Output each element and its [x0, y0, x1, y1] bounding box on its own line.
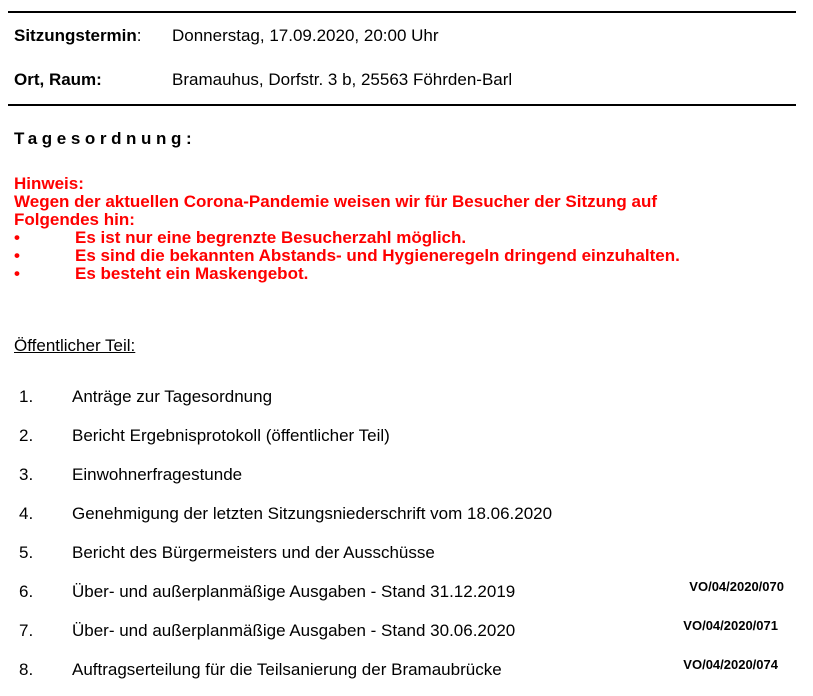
notice-bullet-item — [14, 265, 794, 283]
meeting-date-label: Sitzungstermin: — [14, 26, 142, 45]
notice-bullet-text: Es sind die bekannten Abstands- und Hygieneregeln dringend einzuhalten. — [75, 246, 680, 265]
meeting-date-value: Donnerstag, 17.09.2020, 20:00 Uhr — [172, 26, 439, 45]
meeting-place-label: Ort, Raum: — [14, 70, 102, 89]
agenda-item-title: Anträge zur Tagesordnung — [72, 387, 273, 406]
notice-bullet-item — [14, 229, 794, 247]
meeting-place-value: Bramauhus, Dorfstr. 3 b, 25563 Föhrden-Barl — [172, 70, 513, 89]
agenda-item-title: Genehmigung der letzten Sitzungsniederschrift vom 18.06.2020 — [72, 504, 553, 523]
agenda-item-reference: VO/04/2020/074 — [683, 657, 778, 672]
corona-notice — [14, 175, 794, 283]
notice-text-line-2: Folgendes hin: — [14, 210, 135, 229]
agenda-item — [0, 540, 813, 579]
notice-bullet-text: Es ist nur eine begrenzte Besucherzahl möglich. — [75, 228, 467, 247]
top-divider — [8, 11, 796, 13]
notice-bullet-item — [14, 247, 794, 265]
agenda-list — [0, 384, 813, 696]
agenda-item-reference: VO/04/2020/071 — [683, 618, 778, 633]
agenda-item — [0, 657, 813, 696]
agenda-item-title: Über- und außerplanmäßige Ausgaben - Stand 30.06.2020 — [72, 621, 516, 640]
agenda-item-number: 6. — [19, 582, 34, 601]
agenda-item-title: Bericht des Bürgermeisters und der Ausschüsse — [72, 543, 435, 562]
agenda-item — [0, 501, 813, 540]
bullet-icon: • — [14, 228, 20, 247]
agenda-item-number: 8. — [19, 660, 34, 679]
agenda-item-title: Einwohnerfragestunde — [72, 465, 243, 484]
agenda-item-number: 7. — [19, 621, 34, 640]
notice-text-line-1: Wegen der aktuellen Corona-Pandemie weisen wir für Besucher der Sitzung auf — [14, 192, 657, 211]
agenda-heading: Tagesordnung: — [14, 129, 197, 148]
agenda-item — [0, 384, 813, 423]
agenda-item-title: Über- und außerplanmäßige Ausgaben - Stand 31.12.2019 — [72, 582, 516, 601]
bullet-icon: • — [14, 264, 20, 283]
notice-bullet-text: Es besteht ein Maskengebot. — [75, 264, 309, 283]
agenda-item — [0, 579, 813, 618]
agenda-item-number: 4. — [19, 504, 34, 523]
agenda-item-number: 1. — [19, 387, 34, 406]
meeting-date-colon: : — [136, 26, 142, 45]
agenda-item-title: Auftragserteilung für die Teilsanierung der Bramaubrücke — [72, 660, 502, 679]
agenda-item-number: 2. — [19, 426, 34, 445]
agenda-item — [0, 462, 813, 501]
agenda-item-number: 3. — [19, 465, 34, 484]
bullet-icon: • — [14, 246, 20, 265]
agenda-item — [0, 423, 813, 462]
notice-title: Hinweis: — [14, 174, 84, 193]
agenda-item-reference: VO/04/2020/070 — [689, 579, 784, 594]
agenda-item — [0, 618, 813, 657]
agenda-item-title: Bericht Ergebnisprotokoll (öffentlicher Teil) — [72, 426, 390, 445]
public-section-title: Öffentlicher Teil: — [14, 336, 136, 355]
header-divider — [8, 104, 796, 106]
agenda-item-number: 5. — [19, 543, 34, 562]
